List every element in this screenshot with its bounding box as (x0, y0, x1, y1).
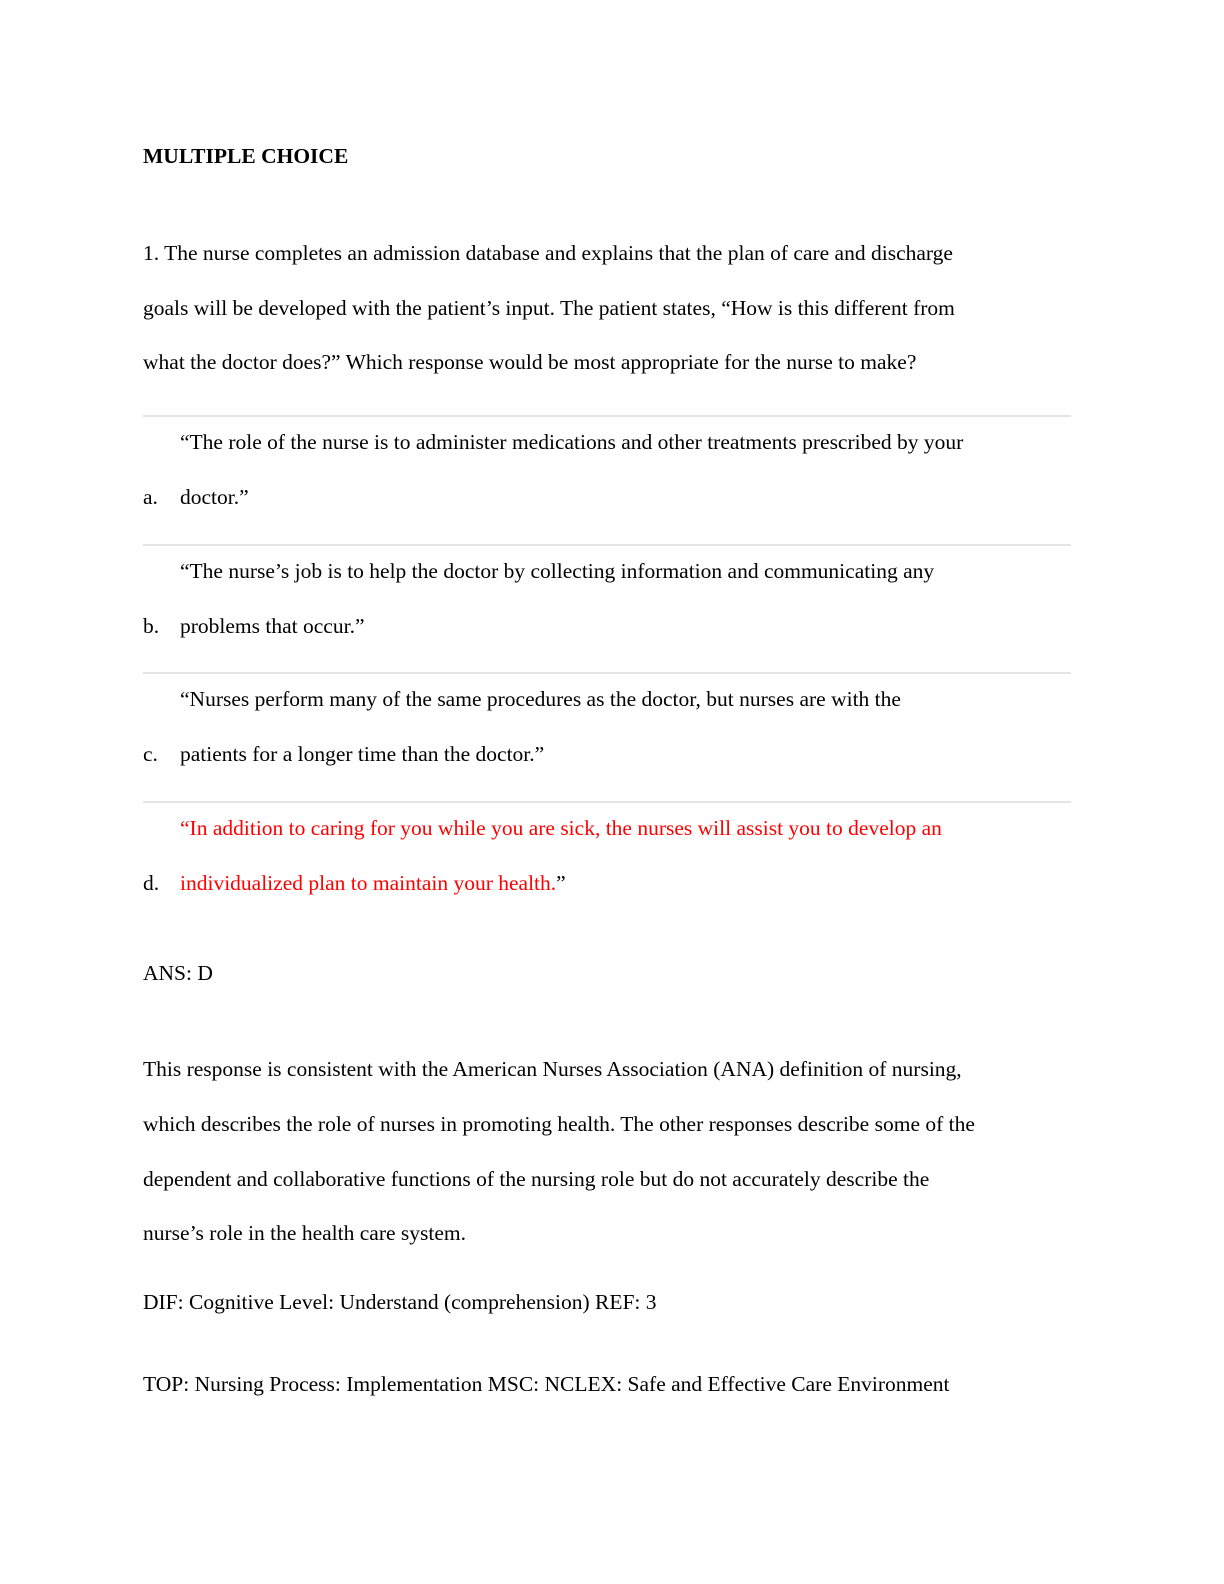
question-line: goals will be developed with the patient’s input. The patient states, “How is this different from (143, 295, 955, 320)
section-heading: MULTIPLE CHOICE (143, 144, 349, 168)
rationale-line: nurse’s role in the health care system. (143, 1221, 466, 1246)
option-b-letter: b. (143, 614, 160, 638)
option-a-letter: a. (143, 485, 158, 509)
option-a-text (180, 415, 1070, 524)
option-line: “The nurse’s job is to help the doctor by collecting information and communicating any (180, 559, 935, 583)
rationale-line: dependent and collaborative functions of the nursing role but do not accurately describe the (143, 1166, 930, 1191)
option-line: patients for a longer time than the doctor.” (180, 741, 545, 766)
option-c-text (180, 672, 1070, 781)
option-line-highlighted: “In addition to caring for you while you are sick, the nurses will assist you to develop an (180, 816, 942, 840)
option-c-letter: c. (143, 742, 158, 766)
rationale-line: which describes the role of nurses in promoting health. The other responses describe some of the (143, 1111, 975, 1136)
question-line: 1. The nurse completes an admission database and explains that the plan of care and discharge (143, 241, 953, 265)
option-line (180, 856, 1070, 911)
topic-classification: TOP: Nursing Process: Implementation MSC: NCLEX: Safe and Effective Care Environment (143, 1372, 950, 1396)
closing-quote: ” (556, 870, 566, 895)
question-stem (143, 226, 1078, 390)
rationale-line: This response is consistent with the American Nurses Association (ANA) definition of nursing, (143, 1057, 962, 1081)
option-d-letter: d. (143, 871, 160, 895)
option-line: doctor.” (180, 484, 249, 509)
difficulty-reference: DIF: Cognitive Level: Understand (comprehension) REF: 3 (143, 1290, 657, 1314)
option-line: “The role of the nurse is to administer medications and other treatments prescribed by your (180, 430, 964, 454)
option-line: “Nurses perform many of the same procedures as the doctor, but nurses are with the (180, 687, 901, 711)
answer-key: ANS: D (143, 961, 213, 985)
option-highlighted-text: individualized plan to maintain your health. (180, 870, 557, 895)
option-b-text (180, 544, 1070, 653)
question-line: what the doctor does?” Which response would be most appropriate for the nurse to make? (143, 350, 917, 374)
option-line: problems that occur.” (180, 613, 365, 638)
rationale (143, 1042, 1083, 1261)
option-d-text (180, 801, 1070, 910)
